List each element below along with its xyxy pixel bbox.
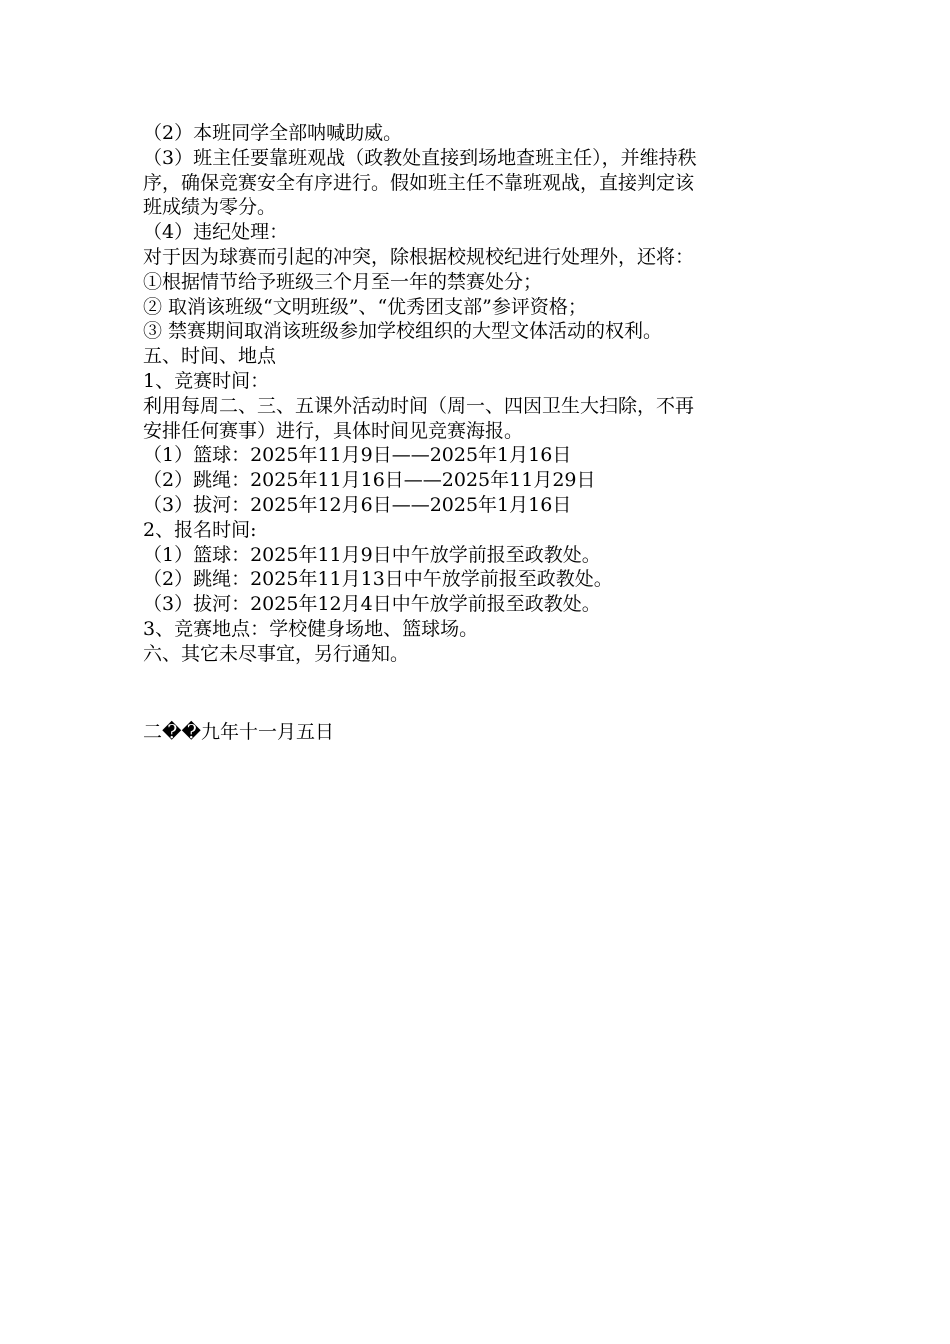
text-line: ①根据情节给予班级三个月至一年的禁赛处分； [143, 270, 543, 293]
subsection-heading: 2、报名时间: [143, 518, 257, 541]
text-line: 序，确保竞赛安全有序进行。假如班主任不靠班观战，直接判定该 [143, 171, 695, 194]
document-body [143, 121, 823, 667]
text-line: （2）本班同学全部呐喊助威。 [143, 122, 403, 144]
section-heading: 五、时间、地点 [143, 345, 277, 368]
subsection-heading: 1、竞赛时间： [143, 369, 270, 392]
text-line: 班成绩为零分。 [143, 196, 277, 219]
text-line: 安排任何赛事）进行，具体时间见竞赛海报。 [143, 419, 524, 442]
text-line: 对于因为球赛而引起的冲突，除根据校规校纪进行处理外，还将： [143, 245, 695, 268]
section-heading: 六、其它未尽事宜，另行通知。 [143, 642, 410, 665]
schedule-line: （3）拔河：2025年12月6日——2025年1月16日 [143, 493, 572, 516]
document-date: 二��九年十一月五日 [143, 721, 334, 743]
registration-line: （1）篮球：2025年11月9日中午放学前报至政教处。 [143, 543, 601, 566]
registration-line: （3）拔河：2025年12月4日中午放学前报至政教处。 [143, 593, 601, 616]
text-line: （3）班主任要靠班观战（政教处直接到场地查班主任），并维持秩 [143, 146, 697, 169]
text-line: ② 取消该班级“文明班级”、“优秀团支部”参评资格； [143, 295, 587, 318]
text-line: （4）违纪处理： [143, 221, 289, 244]
venue-line: 3、竞赛地点：学校健身场地、篮球场。 [143, 617, 479, 640]
text-line: 利用每周二、三、五课外活动时间（周一、四因卫生大扫除，不再 [143, 394, 695, 417]
schedule-line: （1）篮球：2025年11月9日——2025年1月16日 [143, 444, 572, 467]
schedule-line: （2）跳绳：2025年11月16日——2025年11月29日 [143, 469, 596, 492]
registration-line: （2）跳绳：2025年11月13日中午放学前报至政教处。 [143, 568, 613, 591]
text-line: ③ 禁赛期间取消该班级参加学校组织的大型文体活动的权利。 [143, 320, 663, 343]
